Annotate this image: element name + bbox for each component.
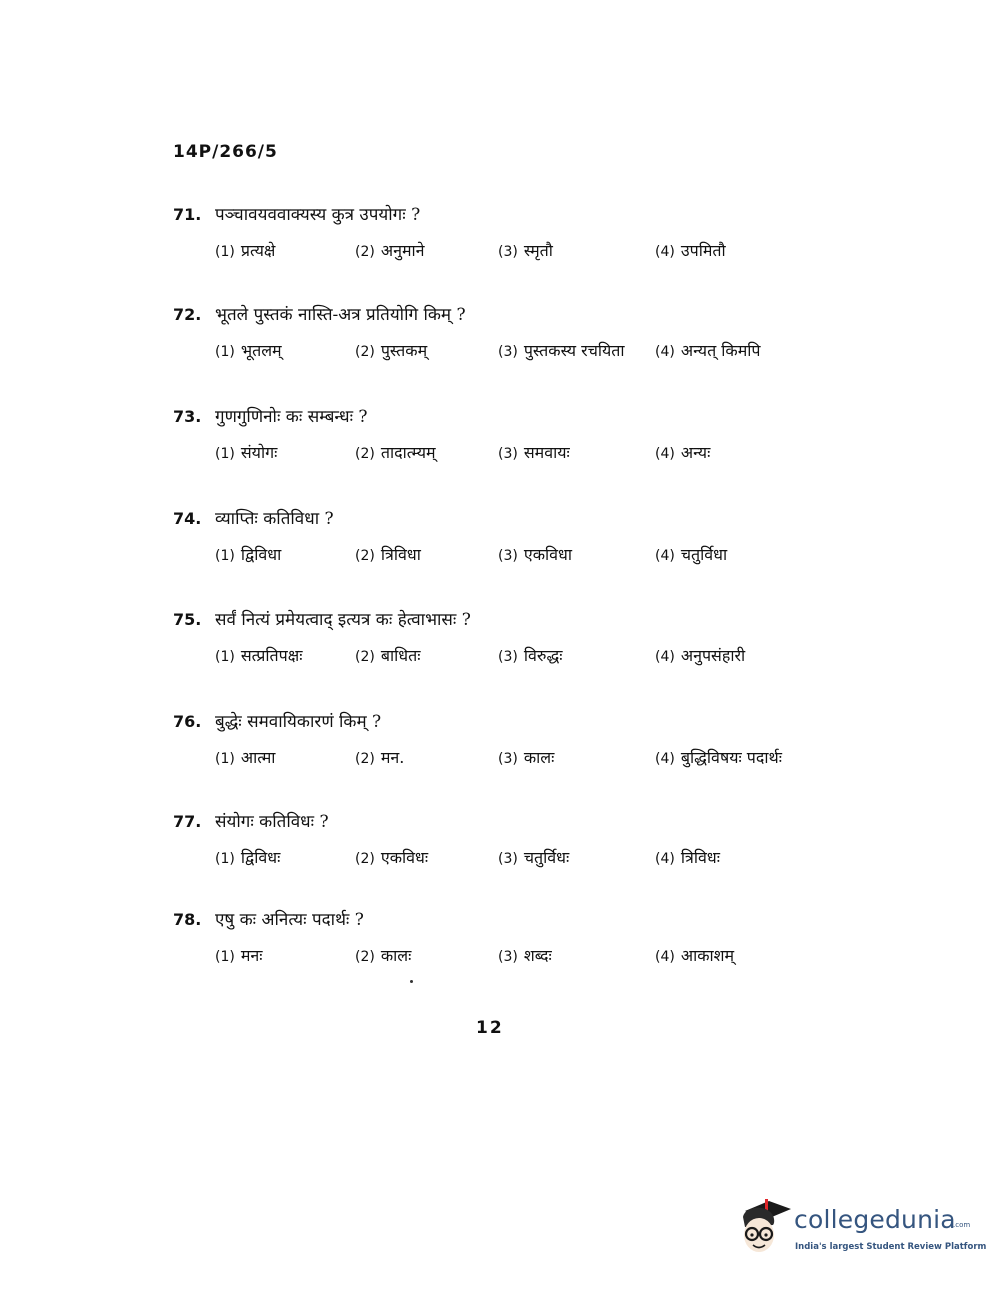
option-text: समवायः [523, 443, 570, 462]
option-text: चतुर्विधः [523, 848, 570, 867]
option-text: आकाशम् [680, 946, 735, 965]
option-4 [655, 239, 726, 261]
option-label: (2) [355, 649, 375, 665]
option-text: तादात्म्यम् [380, 443, 436, 462]
option-text: अन्यः [680, 443, 711, 462]
option-text: बाधितः [380, 646, 421, 665]
option-3 [498, 239, 553, 261]
option-text: त्रिविधः [680, 848, 720, 867]
option-label: (1) [215, 446, 235, 462]
option-4 [655, 543, 727, 565]
option-text: त्रिविधा [380, 545, 421, 564]
question-74 [173, 507, 833, 569]
option-2 [355, 746, 404, 768]
option-label: (4) [655, 649, 675, 665]
option-text: मन. [380, 748, 405, 767]
option-4 [655, 746, 782, 768]
option-3 [498, 846, 569, 868]
collegedunia-logo [735, 1195, 987, 1265]
option-text: सत्प्रतिपक्षः [240, 646, 303, 665]
mascot-icon [735, 1195, 795, 1261]
option-text: द्विविधा [240, 545, 282, 564]
option-1 [215, 239, 275, 261]
option-2 [355, 944, 411, 966]
question-number: 75. [173, 610, 202, 629]
question-number: 71. [173, 205, 202, 224]
option-label: (4) [655, 344, 675, 360]
option-label: (3) [498, 446, 518, 462]
option-1 [215, 846, 280, 868]
option-4 [655, 441, 710, 463]
question-text: बुद्धेः समवायिकारणं किम् ? [215, 712, 382, 732]
question-number: 76. [173, 712, 202, 731]
option-label: (4) [655, 446, 675, 462]
option-label: (2) [355, 446, 375, 462]
option-3 [498, 441, 570, 463]
option-label: (2) [355, 851, 375, 867]
option-4 [655, 944, 734, 966]
question-77 [173, 810, 833, 872]
question-73 [173, 405, 833, 467]
option-3 [498, 944, 552, 966]
question-text: एषु कः अनित्यः पदार्थः ? [215, 910, 364, 930]
option-1 [215, 644, 302, 666]
option-label: (1) [215, 548, 235, 564]
question-number: 74. [173, 509, 202, 528]
question-number: 77. [173, 812, 202, 831]
options-list [215, 339, 833, 365]
question-text: संयोगः कतिविधः ? [215, 812, 329, 832]
question-75 [173, 608, 833, 670]
option-text: पुस्तकस्य रचयिता [523, 341, 625, 360]
question-text: व्याप्तिः कतिविधा ? [215, 509, 334, 529]
option-label: (2) [355, 344, 375, 360]
option-label: (3) [498, 548, 518, 564]
question-number: 78. [173, 910, 202, 929]
question-text: पञ्चावयववाक्यस्य कुत्र उपयोगः ? [215, 205, 421, 225]
question-number: 73. [173, 407, 202, 426]
brand-tagline: India's largest Student Review Platform [795, 1242, 987, 1252]
option-text: अन्यत् किमपि [680, 341, 761, 360]
question-78 [173, 908, 833, 970]
option-3 [498, 746, 554, 768]
options-list [215, 746, 833, 772]
option-label: (1) [215, 244, 235, 260]
options-list [215, 846, 833, 872]
question-text: भूतले पुस्तकं नास्ति-अत्र प्रतियोगि किम् ? [215, 305, 466, 325]
option-4 [655, 846, 720, 868]
option-label: (2) [355, 949, 375, 965]
option-text: भूतलम् [240, 341, 282, 360]
options-list [215, 543, 833, 569]
option-text: स्मृतौ [523, 241, 553, 260]
option-2 [355, 339, 427, 361]
option-text: एकविधा [523, 545, 573, 564]
option-label: (3) [498, 949, 518, 965]
question-71 [173, 203, 833, 265]
option-2 [355, 441, 436, 463]
option-text: एकविधः [380, 848, 429, 867]
option-3 [498, 644, 562, 666]
option-label: (3) [498, 344, 518, 360]
option-label: (3) [498, 751, 518, 767]
paper-code: 14P/266/5 [173, 142, 278, 162]
options-list [215, 239, 833, 265]
option-text: पुस्तकम् [380, 341, 428, 360]
option-text: अनुमाने [380, 241, 425, 260]
option-1 [215, 339, 282, 361]
option-1 [215, 944, 263, 966]
option-text: आत्मा [240, 748, 276, 767]
option-label: (2) [355, 751, 375, 767]
page-number: 12 [476, 1018, 504, 1038]
question-number: 72. [173, 305, 202, 324]
option-text: मनः [240, 946, 263, 965]
question-72 [173, 303, 833, 365]
option-2 [355, 846, 428, 868]
option-label: (1) [215, 649, 235, 665]
option-2 [355, 644, 420, 666]
option-label: (4) [655, 751, 675, 767]
option-2 [355, 543, 421, 565]
option-3 [498, 339, 625, 361]
option-text: अनुपसंहारी [680, 646, 746, 665]
option-label: (2) [355, 548, 375, 564]
brand-name: collegedunia [794, 1205, 956, 1234]
options-list [215, 944, 833, 970]
brand-domain-suffix: .com [953, 1221, 971, 1229]
option-label: (3) [498, 851, 518, 867]
question-text: सर्वं नित्यं प्रमेयत्वाद् इत्यत्र कः हेत्वाभासः ? [215, 610, 471, 630]
option-1 [215, 441, 277, 463]
option-text: कालः [523, 748, 555, 767]
option-label: (4) [655, 851, 675, 867]
question-76 [173, 710, 833, 772]
option-2 [355, 239, 425, 261]
option-label: (1) [215, 851, 235, 867]
option-label: (3) [498, 244, 518, 260]
option-text: विरुद्धः [523, 646, 563, 665]
stray-dot [410, 980, 413, 983]
option-1 [215, 543, 281, 565]
option-text: कालः [380, 946, 412, 965]
option-3 [498, 543, 572, 565]
option-label: (4) [655, 949, 675, 965]
option-label: (3) [498, 649, 518, 665]
option-4 [655, 339, 761, 361]
option-text: उपमितौ [680, 241, 726, 260]
option-text: संयोगः [240, 443, 278, 462]
options-list [215, 441, 833, 467]
option-4 [655, 644, 745, 666]
option-label: (1) [215, 949, 235, 965]
option-label: (1) [215, 344, 235, 360]
option-text: शब्दः [523, 946, 552, 965]
options-list [215, 644, 833, 670]
option-label: (1) [215, 751, 235, 767]
option-label: (4) [655, 244, 675, 260]
option-1 [215, 746, 275, 768]
option-label: (2) [355, 244, 375, 260]
option-text: चतुर्विधा [680, 545, 728, 564]
option-label: (4) [655, 548, 675, 564]
question-text: गुणगुणिनोः कः सम्बन्धः ? [215, 407, 368, 427]
option-text: प्रत्यक्षे [240, 241, 276, 260]
option-text: बुद्धिविषयः पदार्थः [680, 748, 782, 767]
option-text: द्विविधः [240, 848, 281, 867]
